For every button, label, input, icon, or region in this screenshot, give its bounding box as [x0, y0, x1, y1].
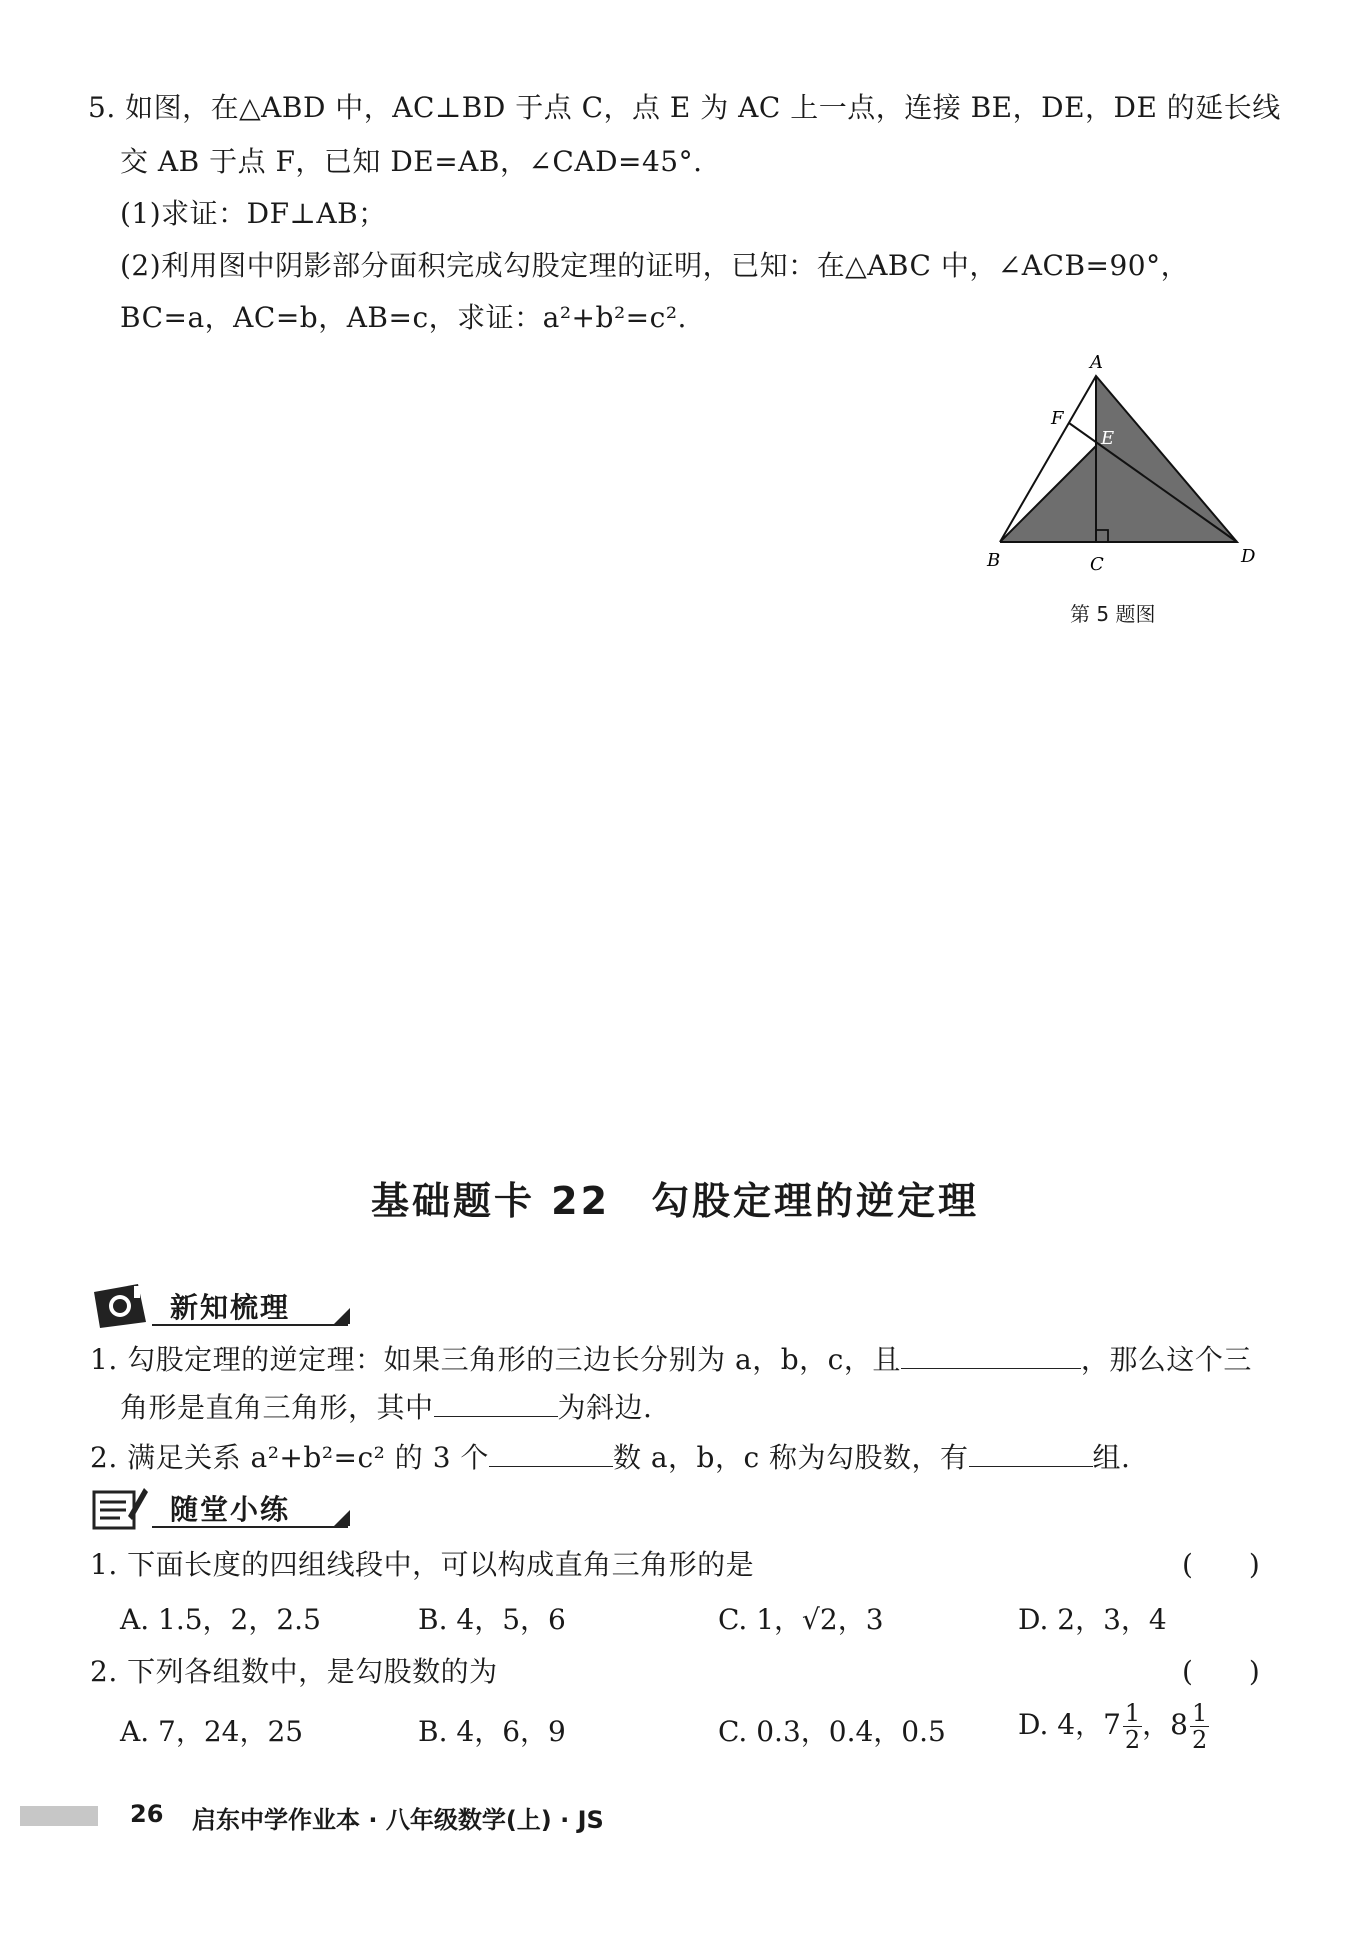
item1-text-d: 为斜边. [557, 1391, 653, 1424]
section-practice [90, 1484, 360, 1534]
knowledge-item1-line1 [90, 1340, 1252, 1380]
section-corner-triangle [334, 1510, 350, 1526]
label-a: A [1090, 352, 1103, 373]
knowledge-item2 [90, 1438, 1130, 1478]
notebook-pencil-icon [90, 1484, 150, 1532]
problem5-figure [975, 350, 1265, 590]
q1-option-b[interactable]: B. 4，5，6 [418, 1603, 566, 1636]
card-title: 基础题卡 22 勾股定理的逆定理 [370, 1179, 980, 1223]
blank-hypotenuse[interactable] [434, 1388, 558, 1417]
q2-option-d[interactable] [1018, 1700, 1209, 1753]
q2-option-c[interactable]: C. 0.3，0.4，0.5 [718, 1715, 946, 1748]
page-number: 26 [130, 1800, 164, 1828]
item2-text-b: 数 a，b，c 称为勾股数，有 [612, 1441, 969, 1474]
q1-option-c[interactable]: C. 1，√2，3 [718, 1603, 884, 1636]
item1-text-c: 角形是直角三角形，其中 [120, 1391, 434, 1424]
blank-number-type[interactable] [489, 1438, 613, 1467]
section-new-knowledge-label: 新知梳理 [170, 1291, 291, 1324]
section-corner-triangle [334, 1308, 350, 1324]
section-underline [152, 1526, 348, 1528]
blank-group-count[interactable] [969, 1438, 1093, 1467]
q1-option-a[interactable]: A. 1.5，2，2.5 [120, 1603, 321, 1636]
figure-caption: 第 5 题图 [1070, 602, 1156, 626]
label-b: B [987, 550, 1001, 571]
problem5-line1: 5. 如图，在△ABD 中，AC⊥BD 于点 C，点 E 为 AC 上一点，连接 BE，DE，DE 的延长线 [88, 91, 1281, 124]
footer-gray-bar [20, 1806, 98, 1826]
section-new-knowledge [90, 1282, 360, 1332]
q2-option-d-mid: ，8 [1142, 1708, 1188, 1741]
problem5-part2: (2)利用图中阴影部分面积完成勾股定理的证明，已知：在△ABC 中，∠ACB=90°， [120, 249, 1190, 282]
q2-answer-paren[interactable]: ( ) [1182, 1655, 1260, 1688]
fraction-one-half: $\frac{1}{2}$ [1192, 1699, 1208, 1754]
item1-text-b: ，那么这个三 [1080, 1343, 1252, 1376]
q2-option-d-prefix: D. 4，7 [1018, 1708, 1121, 1741]
knowledge-icon [90, 1282, 150, 1330]
label-c: C [1090, 554, 1104, 575]
q1-option-d[interactable]: D. 2，3，4 [1018, 1603, 1167, 1636]
book-title: 启东中学作业本 · 八年级数学(上) · JS [192, 1806, 604, 1834]
q2-option-b[interactable]: B. 4，6，9 [418, 1715, 566, 1748]
item2-text-a: 2. 满足关系 a²+b²=c² 的 3 个 [90, 1441, 489, 1474]
problem5-part2b: BC=a，AC=b，AB=c，求证：a²+b²=c². [120, 301, 687, 334]
fraction-one-half: $\frac{1}{2}$ [1124, 1699, 1141, 1754]
item2-text-c: 组. [1092, 1441, 1131, 1474]
label-d: D [1241, 546, 1256, 567]
q2-option-a[interactable]: A. 7，24，25 [120, 1715, 304, 1748]
section-underline [152, 1324, 348, 1326]
q1-answer-paren[interactable]: ( ) [1182, 1548, 1260, 1581]
label-e: E [1101, 428, 1115, 449]
item1-text-a: 1. 勾股定理的逆定理：如果三角形的三边长分别为 a，b，c，且 [90, 1343, 901, 1376]
section-practice-label: 随堂小练 [170, 1493, 291, 1526]
problem5-part1: (1)求证：DF⊥AB； [120, 197, 387, 230]
q1-stem: 1. 下面长度的四组线段中，可以构成直角三角形的是 [90, 1548, 755, 1581]
knowledge-item1-line2 [120, 1388, 652, 1428]
problem5-line2: 交 AB 于点 F，已知 DE=AB，∠CAD=45°. [120, 145, 703, 178]
q2-stem: 2. 下列各组数中，是勾股数的为 [90, 1655, 498, 1688]
blank-condition[interactable] [901, 1340, 1081, 1369]
label-f: F [1051, 408, 1064, 429]
